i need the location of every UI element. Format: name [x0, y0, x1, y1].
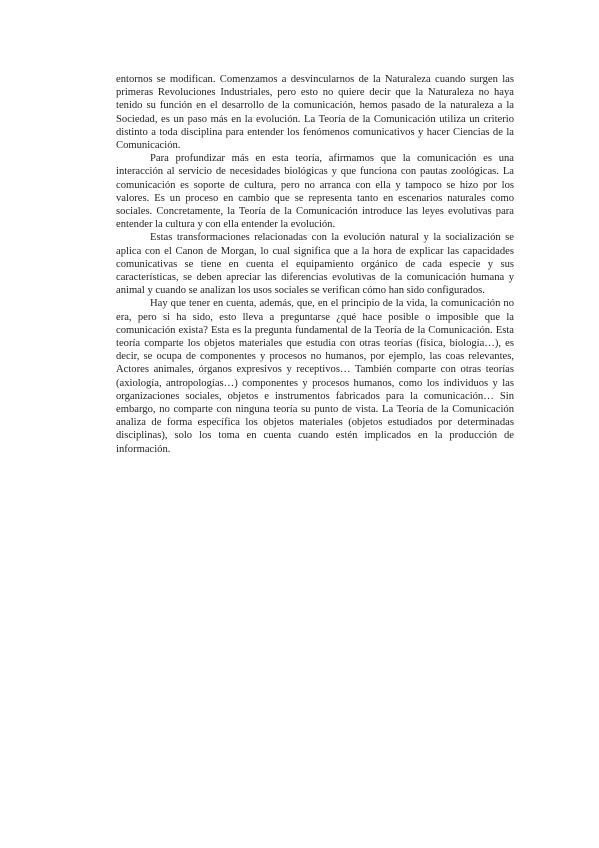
- paragraph-3: Estas transformaciones relacionadas con la evolución natural y la socialización se aplica con el Canon de Morgan, lo cual significa que a la hora de explicar las capacidades comunicativas se tiene en cuenta el equipamiento orgánico de cada especie y sus características, se deben apreciar las diferencias evolutivas de la comunicación humana y animal y cuando se analizan los usos sociales se verifican cómo han sido configurados.: [116, 232, 514, 297]
- paragraph-1: entornos se modifican. Comenzamos a desvincularnos de la Naturaleza cuando surgen las primeras Revoluciones Industriales, pero esto no quiere decir que la Naturaleza no haya tenido su función en el desarrollo de la comunicación, hemos pasado de la naturaleza a la Sociedad, es un paso más en la evolución. La Teoría de la Comunicación utiliza un criterio distinto a toda disciplina para entender los fenómenos comunicativos y hacer Ciencias de la Comunicación.: [116, 74, 514, 152]
- paragraph-2: Para profundizar más en esta teoría, afirmamos que la comunicación es una interacción al servicio de necesidades biológicas y que funciona con pautas zoológicas. La comunicación es soporte de cultura, pero no arranca con ella y tampoco se hizo por los valores. Es un proceso en cambio que se representa tanto en escenarios naturales como sociales. Concretamente, la Teoría de la Comunicación introduce las leyes evolutivas para entender la cultura y con ella entender la evolución.: [116, 153, 514, 231]
- body-text: [116, 73, 514, 456]
- paragraph-4: Hay que tener en cuenta, además, que, en el principio de la vida, la comunicación no era, pero si ha sido, esto lleva a preguntarse ¿qué hace posible o imposible que la comunicación exista? Esta es la pregunta fundamental de la Teoría de la Comunicación. Esta teoría comparte los objetos materiales que estudia con otras teorías (física, biología…), es decir, se ocupa de componentes y procesos no humanos, por ejemplo, las coas relevantes, Actores animales, órganos expresivos y receptivos… También comparte con otras teorías (axiología, antropologías…) componentes y procesos humanos, como los individuos y las organizaciones sociales, objetos e instrumentos fabricados para la comunicación… Sin embargo, no comparte con ninguna teoría su punto de vista. La Teoría de la Comunicación analiza de forma específica los objetos materiales (objetos estudiados por determinadas disciplinas), solo los toma en cuenta cuando estén implicados en la producción de información.: [116, 298, 514, 455]
